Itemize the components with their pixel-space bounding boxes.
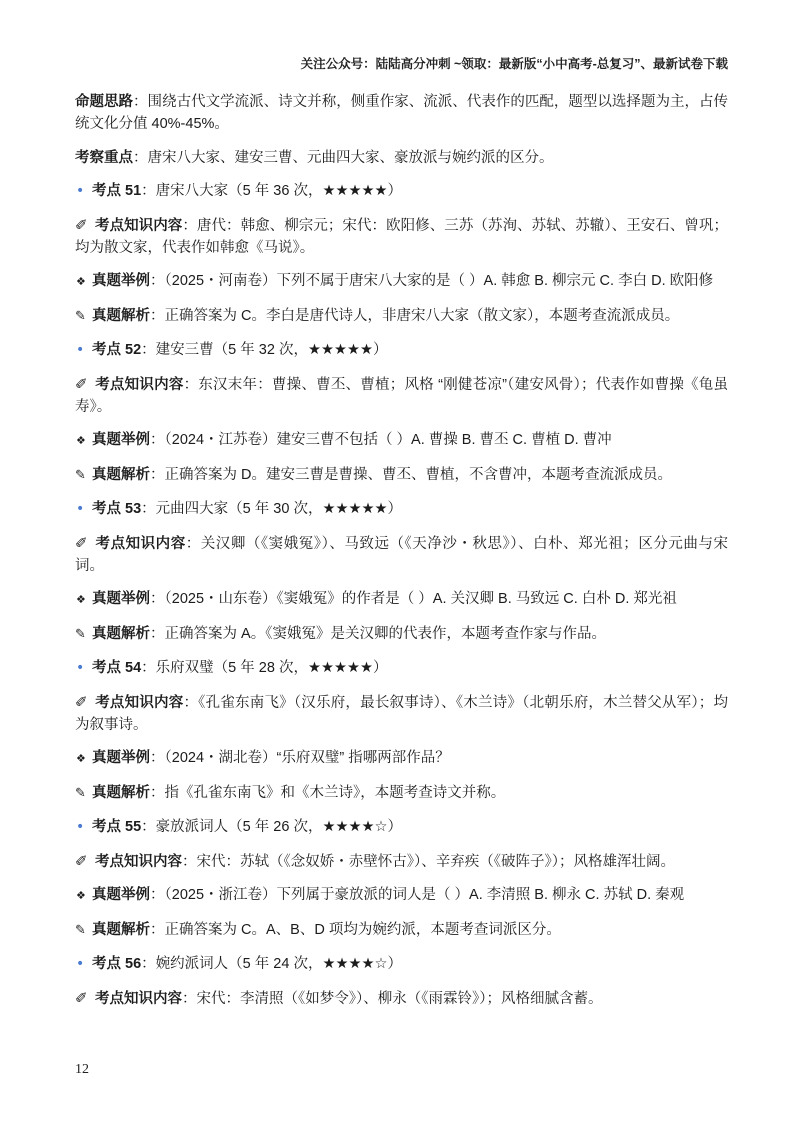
- analysis-paragraph: [75, 464, 728, 487]
- exam-point-label: 考点 53: [92, 501, 142, 517]
- bullet-icon: •: [76, 342, 85, 358]
- diamond-icon: ❖: [76, 275, 86, 288]
- exam-point-heading: [75, 339, 728, 361]
- exam-point-label: 考点 55: [92, 819, 142, 835]
- knowledge-text: ：《孔雀东南飞》（汉乐府，最长叙事诗）、《木兰诗》（北朝乐府，木兰替父从军）；均为叙事诗。: [75, 694, 729, 733]
- header-notice: 关注公众号：陆陆高分冲刺 ~领取：最新版“小中高考-总复习”、最新试卷下载: [300, 57, 728, 71]
- bullet-icon: •: [76, 183, 85, 199]
- pen-icon: ✎: [75, 467, 86, 483]
- example-label: 真题举例: [92, 273, 150, 289]
- example-paragraph: [75, 884, 728, 907]
- exam-point-block: [75, 816, 728, 942]
- pen-icon: ✎: [75, 922, 86, 938]
- example-label: 真题举例: [92, 750, 150, 766]
- knowledge-label: 考点知识内容: [95, 376, 184, 393]
- exam-point-title: ：豪放派词人（5 年 26 次，★★★★☆）: [141, 819, 402, 835]
- diamond-icon: ❖: [76, 434, 86, 447]
- example-paragraph: [75, 270, 728, 293]
- knowledge-text: ：宋代：李清照（《如梦令》）、柳永（《雨霖铃》）；风格细腻含蓄。: [182, 990, 603, 1007]
- example-text: ：（2024・江苏卷）建安三曹不包括（ ）A. 曹操 B. 曹丕 C. 曹植 D. 曹冲: [150, 432, 612, 448]
- pen-icon: ✎: [75, 785, 86, 801]
- page-content: [75, 91, 728, 1021]
- bullet-icon: •: [76, 956, 85, 972]
- knowledge-text: ：关汉卿（《窦娥冤》）、马致远（《天净沙・秋思》）、白朴、郑光祖；区分元曲与宋词。: [75, 535, 728, 574]
- exam-point-block: [75, 657, 728, 805]
- example-text: ：（2025・山东卷）《窦娥冤》的作者是（ ）A. 关汉卿 B. 马致远 C. 白朴 D. 郑光祖: [150, 591, 677, 607]
- bullet-icon: •: [76, 501, 85, 517]
- exam-point-heading: [75, 180, 728, 202]
- knowledge-paragraph: [75, 532, 728, 577]
- knowledge-text: ：唐代：韩愈、柳宗元；宋代：欧阳修、三苏（苏洵、苏轼、苏辙）、王安石、曾巩；均为散文家，代表作如韩愈《马说》。: [75, 217, 728, 256]
- analysis-text: ：正确答案为 C。李白是唐代诗人，非唐宋八大家（散文家），本题考查流派成员。: [150, 307, 680, 324]
- analysis-paragraph: [75, 919, 728, 942]
- analysis-label: 真题解析: [92, 307, 150, 324]
- exam-point-block: [75, 953, 728, 1010]
- analysis-paragraph: [75, 623, 728, 646]
- exam-point-label: 考点 54: [92, 660, 142, 676]
- focus-label: 考察重点: [75, 149, 133, 166]
- example-text: ：（2025・浙江卷）下列属于豪放派的词人是（ ）A. 李清照 B. 柳永 C. 苏轼 D. 秦观: [150, 887, 685, 903]
- knowledge-paragraph: [75, 987, 728, 1010]
- bullet-icon: •: [76, 660, 85, 676]
- analysis-label: 真题解析: [92, 921, 150, 938]
- knowledge-label: 考点知识内容: [95, 535, 186, 552]
- pencil-icon: ✐: [75, 692, 88, 711]
- exam-point-label: 考点 52: [92, 342, 142, 358]
- knowledge-paragraph: [75, 214, 728, 259]
- exam-point-heading: [75, 816, 728, 838]
- knowledge-text: ：东汉末年：曹操、曹丕、曹植；风格 “刚健苍凉”（建安风骨）；代表作如曹操《龟虽寿》。: [75, 376, 729, 415]
- diamond-icon: ❖: [76, 752, 86, 765]
- pencil-icon: ✐: [75, 533, 88, 552]
- example-text: ：（2024・湖北卷）“乐府双璧” 指哪两部作品？: [150, 750, 450, 766]
- example-paragraph: [75, 747, 728, 770]
- exam-point-title: ：元曲四大家（5 年 30 次，★★★★★）: [141, 501, 402, 517]
- knowledge-label: 考点知识内容: [95, 853, 182, 870]
- exam-point-block: [75, 339, 728, 487]
- exam-point-label: 考点 56: [92, 956, 142, 972]
- knowledge-text: ：宋代：苏轼（《念奴娇・赤壁怀古》）、辛弃疾（《破阵子》）；风格雄浑壮阔。: [182, 853, 675, 870]
- focus-text: ：唐宋八大家、建安三曹、元曲四大家、豪放派与婉约派的区分。: [133, 149, 554, 166]
- pen-icon: ✎: [75, 308, 86, 324]
- exam-point-title: ：建安三曹（5 年 32 次，★★★★★）: [141, 342, 388, 358]
- knowledge-paragraph: [75, 373, 728, 418]
- pencil-icon: ✐: [75, 374, 88, 393]
- knowledge-label: 考点知识内容: [95, 990, 182, 1007]
- analysis-label: 真题解析: [92, 784, 150, 801]
- analysis-text: ：正确答案为 D。建安三曹是曹操、曹丕、曹植，不含曹冲，本题考查流派成员。: [150, 466, 672, 483]
- example-paragraph: [75, 429, 728, 452]
- example-label: 真题举例: [92, 887, 150, 903]
- analysis-paragraph: [75, 782, 728, 805]
- approach-label: 命题思路: [75, 94, 134, 110]
- exam-point-heading: [75, 953, 728, 975]
- analysis-text: ：指《孔雀东南飞》和《木兰诗》，本题考查诗文并称。: [150, 784, 506, 801]
- knowledge-paragraph: [75, 691, 728, 736]
- page-number: 12: [75, 1062, 89, 1077]
- exam-point-block: [75, 180, 728, 328]
- approach-text: ：围绕古代文学流派、诗文并称，侧重作家、流派、代表作的匹配，题型以选择题为主，占传统文化分值 40%-45%。: [75, 94, 728, 132]
- example-label: 真题举例: [92, 591, 150, 607]
- analysis-text: ：正确答案为 A。《窦娥冤》是关汉卿的代表作，本题考查作家与作品。: [150, 625, 606, 642]
- exam-point-label: 考点 51: [92, 183, 142, 199]
- analysis-label: 真题解析: [92, 625, 150, 642]
- exam-point-title: ：乐府双璧（5 年 28 次，★★★★★）: [141, 660, 388, 676]
- exam-point-heading: [75, 498, 728, 520]
- analysis-label: 真题解析: [92, 466, 150, 483]
- exam-point-heading: [75, 657, 728, 679]
- knowledge-paragraph: [75, 850, 728, 873]
- focus-paragraph: [75, 147, 728, 169]
- pen-icon: ✎: [75, 626, 86, 642]
- diamond-icon: ❖: [76, 593, 86, 606]
- exam-point-title: ：唐宋八大家（5 年 36 次，★★★★★）: [141, 183, 402, 199]
- exam-point-block: [75, 498, 728, 646]
- diamond-icon: ❖: [76, 889, 86, 902]
- pencil-icon: ✐: [75, 215, 88, 234]
- pencil-icon: ✐: [75, 988, 88, 1007]
- knowledge-label: 考点知识内容: [95, 694, 184, 711]
- example-paragraph: [75, 588, 728, 611]
- example-label: 真题举例: [92, 432, 150, 448]
- approach-paragraph: [75, 91, 728, 135]
- pencil-icon: ✐: [75, 851, 88, 870]
- exam-point-title: ：婉约派词人（5 年 24 次，★★★★☆）: [141, 956, 402, 972]
- knowledge-label: 考点知识内容: [95, 217, 183, 234]
- bullet-icon: •: [76, 819, 85, 835]
- analysis-paragraph: [75, 305, 728, 328]
- analysis-text: ：正确答案为 C。A、B、D 项均为婉约派，本题考查词派区分。: [150, 921, 561, 938]
- example-text: ：（2025・河南卷）下列不属于唐宋八大家的是（ ）A. 韩愈 B. 柳宗元 C. 李白 D. 欧阳修: [150, 273, 714, 289]
